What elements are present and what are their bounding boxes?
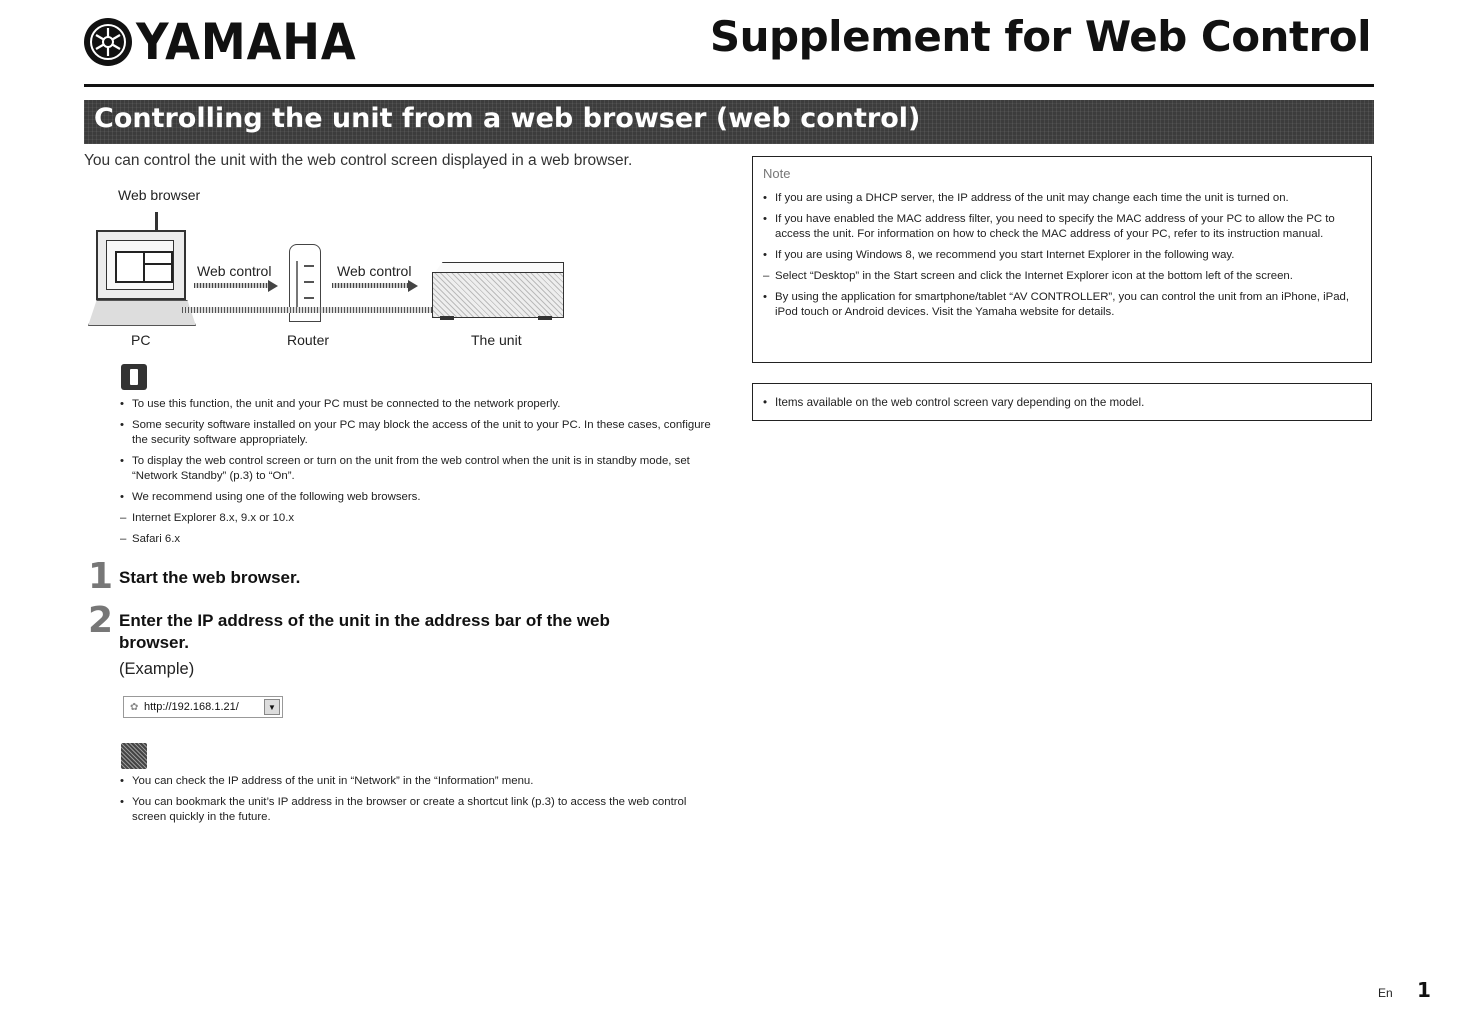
- arrow-head-icon: [408, 280, 418, 292]
- list-item: • If you are using a DHCP server, the IP address of the unit may change each time the unit is turned on.: [763, 191, 1363, 206]
- address-bar-example: [123, 696, 283, 718]
- unit-label: The unit: [471, 332, 522, 348]
- unit-foot: [538, 316, 552, 320]
- section-heading: Controlling the unit from a web browser (web control): [94, 103, 921, 134]
- list-item: • We recommend using one of the following web browsers.: [120, 490, 720, 505]
- network-cable: [182, 307, 432, 313]
- list-item: • By using the application for smartphone/tablet “AV CONTROLLER”, you can control the unit from an iPhone, iPad, iPod touch or Android devices. Visit the Yamaha website for details.: [763, 290, 1363, 320]
- page-number: 1: [1417, 978, 1431, 1002]
- av-unit-icon: [432, 272, 564, 318]
- dropdown-arrow-icon: ▼: [264, 699, 280, 715]
- tips-list: [120, 774, 720, 831]
- arrow-head-icon: [268, 280, 278, 292]
- yamaha-logo: [84, 14, 381, 70]
- note-title: Note: [763, 166, 791, 181]
- list-item: • To display the web control screen or turn on the unit from the web control when the unit is in standby mode, set “Network Standby” (p.3) to “On”.: [120, 454, 720, 484]
- list-item: • You can check the IP address of the unit in “Network” in the “Information” menu.: [120, 774, 720, 789]
- model-note-list: [763, 395, 1363, 416]
- tuning-fork-emblem-icon: [84, 18, 132, 66]
- list-sub-item: – Safari 6.x: [120, 532, 720, 547]
- web-control-label-2: Web control: [337, 263, 412, 279]
- list-item: • To use this function, the unit and your PC must be connected to the network properly.: [120, 397, 720, 412]
- caution-list: [120, 397, 720, 553]
- list-item: • You can bookmark the unit’s IP address in the browser or create a shortcut link (p.3) to access the web control screen quickly in the future.: [120, 795, 720, 825]
- pc-keyboard-icon: [88, 300, 196, 326]
- list-item: • Some security software installed on your PC may block the access of the unit to your PC. In these cases, configure the security software appropriately.: [120, 418, 720, 448]
- step-2-text: Enter the IP address of the unit in the address bar of the web browser.: [119, 611, 610, 652]
- arrow-router-to-unit: [332, 283, 408, 288]
- intro-text: You can control the unit with the web control screen displayed in a web browser.: [84, 152, 633, 169]
- web-browser-label: Web browser: [118, 187, 201, 203]
- list-sub-item: – Internet Explorer 8.x, 9.x or 10.x: [120, 511, 720, 526]
- step-number-1: 1: [88, 556, 114, 597]
- step-1-text: Start the web browser.: [119, 568, 301, 587]
- list-sub-item: – Select “Desktop” in the Start screen and click the Internet Explorer icon at the bottom left of the screen.: [763, 269, 1363, 284]
- page-icon: ✿: [130, 701, 139, 713]
- document-title: Supplement for Web Control: [709, 12, 1371, 61]
- language-code: En: [1378, 986, 1393, 1000]
- list-item: • If you are using Windows 8, we recommend you start Internet Explorer in the following way.: [763, 248, 1363, 263]
- web-control-label-1: Web control: [197, 263, 272, 279]
- list-item: • If you have enabled the MAC address filter, you need to specify the MAC address of your PC to allow the PC to access the unit. For information on how to check the MAC address of your PC, refer to its instruction manual.: [763, 212, 1363, 242]
- address-bar-url: http://192.168.1.21/: [144, 701, 239, 713]
- model-note-box: [752, 383, 1372, 421]
- router-label: Router: [287, 332, 330, 348]
- step-number-2: 2: [88, 600, 114, 641]
- note-list: [763, 191, 1363, 326]
- unit-foot: [440, 316, 454, 320]
- pc-label: PC: [131, 332, 151, 348]
- header-divider: [84, 84, 1374, 87]
- lightbulb-icon: [121, 743, 147, 769]
- logo-wordmark: YAMAHA: [136, 13, 357, 71]
- list-item: • Items available on the web control screen vary depending on the model.: [763, 395, 1363, 410]
- exclamation-icon: [121, 364, 147, 390]
- arrow-pc-to-router: [194, 283, 268, 288]
- example-label: (Example): [119, 660, 195, 678]
- pc-monitor-icon: [96, 230, 186, 300]
- section-banner: [84, 100, 1374, 144]
- note-box: [752, 156, 1372, 363]
